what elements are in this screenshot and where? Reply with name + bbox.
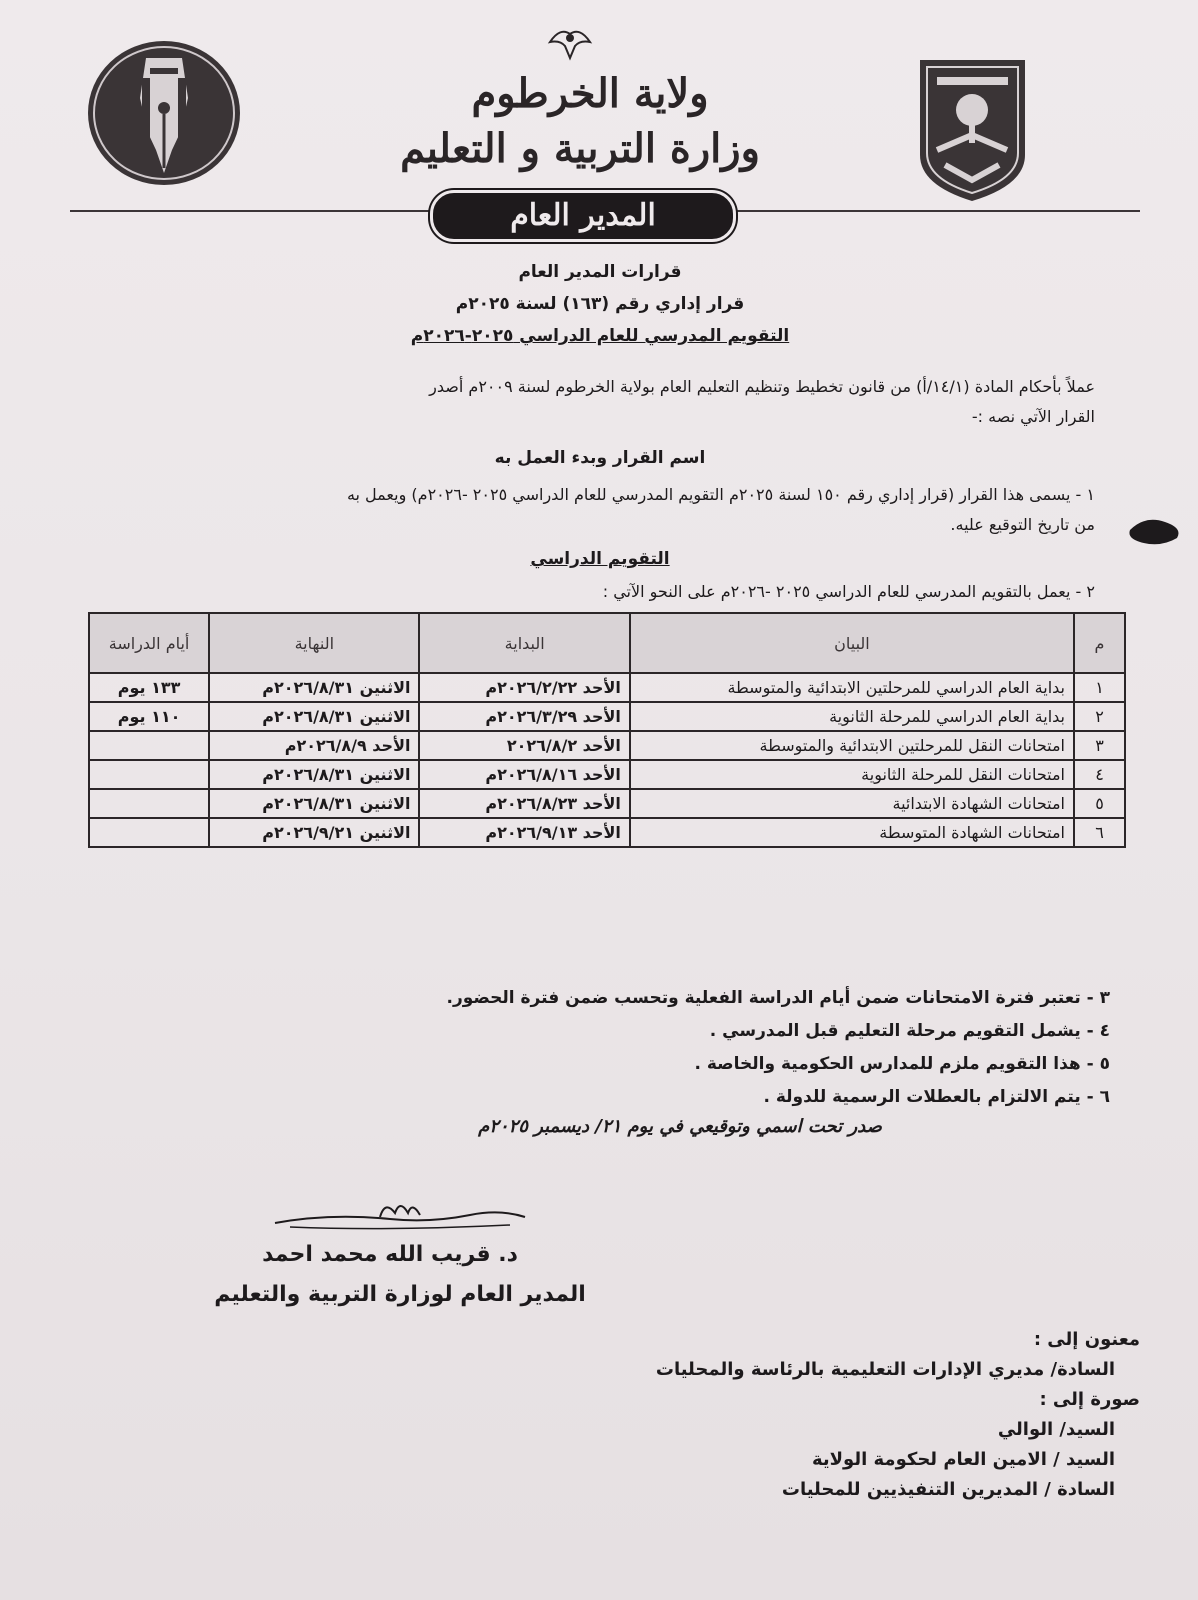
row-days xyxy=(89,731,209,760)
row-end: الاثنين ٢٠٢٦/٨/٣١م xyxy=(209,673,419,702)
to-item: السادة/ مديري الإدارات التعليمية بالرئاسة والمحليات xyxy=(655,1359,1115,1380)
row-num: ٢ xyxy=(1074,702,1125,731)
header-desc: البيان xyxy=(630,613,1074,673)
row-days xyxy=(89,760,209,789)
row-days xyxy=(89,789,209,818)
copy-item: السيد / الامين العام لحكومة الولاية xyxy=(811,1449,1115,1470)
clause-5: ٥ - هذا التقويم ملزم للمدارس الحكومية والخاصة . xyxy=(694,1054,1110,1074)
table-row xyxy=(89,731,1125,760)
ministry-name: وزارة التربية و التعليم xyxy=(400,125,760,172)
header-start: البداية xyxy=(419,613,629,673)
clause-1 xyxy=(95,480,1095,540)
row-start: الأحد ٢٠٢٦/٩/١٣م xyxy=(419,818,629,847)
issued-line: صدر تحت اسمي وتوقيعي في يوم ٢١/ ديسمبر ٢٠٢٥م xyxy=(478,1116,882,1137)
row-end: الأحد ٢٠٢٦/٨/٩م xyxy=(209,731,419,760)
row-start: الأحد ٢٠٢٦/٢/٢٢م xyxy=(419,673,629,702)
clause-6: ٦ - يتم الالتزام بالعطلات الرسمية للدولة . xyxy=(763,1087,1110,1107)
section-name-heading: اسم القرار وبدء العمل به xyxy=(494,448,706,468)
decision-subject: التقويم المدرسي للعام الدراسي ٢٠٢٥-٢٠٢٦م xyxy=(410,326,790,346)
row-num: ١ xyxy=(1074,673,1125,702)
decision-category: قرارات المدير العام xyxy=(518,262,682,282)
table-row xyxy=(89,818,1125,847)
row-end: الاثنين ٢٠٢٦/٨/٣١م xyxy=(209,760,419,789)
falcon-crest-icon xyxy=(545,22,595,62)
signatory-name: د. قريب الله محمد احمد xyxy=(262,1242,518,1267)
header-num: م xyxy=(1074,613,1125,673)
table-header-row xyxy=(89,613,1125,673)
clause-1-line-2: من تاريخ التوقيع عليه. xyxy=(950,515,1095,534)
section-calendar-heading: التقويم الدراسي xyxy=(530,549,670,569)
pen-nib-emblem-icon xyxy=(84,38,244,188)
row-num: ٦ xyxy=(1074,818,1125,847)
row-desc: امتحانات النقل للمرحلتين الابتدائية والمتوسطة xyxy=(630,731,1074,760)
distribution-list xyxy=(560,1325,1140,1505)
clauses-list xyxy=(150,982,1110,1114)
header-end: النهاية xyxy=(209,613,419,673)
row-desc: امتحانات النقل للمرحلة الثانوية xyxy=(630,760,1074,789)
calendar-table xyxy=(88,612,1126,848)
row-end: الاثنين ٢٠٢٦/٨/٣١م xyxy=(209,789,419,818)
ink-blot xyxy=(1125,510,1185,550)
row-desc: امتحانات الشهادة المتوسطة xyxy=(630,818,1074,847)
preamble-line-2: القرار الآتي نصه :- xyxy=(971,407,1095,426)
row-days: ١٣٣ يوم xyxy=(89,673,209,702)
header-days: أيام الدراسة xyxy=(89,613,209,673)
row-end: الاثنين ٢٠٢٦/٩/٢١م xyxy=(209,818,419,847)
khartoum-state-emblem-icon xyxy=(915,55,1030,205)
state-name: ولاية الخرطوم xyxy=(471,70,709,117)
row-end: الاثنين ٢٠٢٦/٨/٣١م xyxy=(209,702,419,731)
row-start: الأحد ٢٠٢٦/٨/١٦م xyxy=(419,760,629,789)
copy-label: صورة إلى : xyxy=(1039,1389,1140,1410)
row-num: ٥ xyxy=(1074,789,1125,818)
decision-number: قرار إداري رقم (١٦٣) لسنة ٢٠٢٥م xyxy=(455,294,745,314)
copy-item: السادة / المديرين التنفيذيين للمحليات xyxy=(781,1479,1115,1500)
clause-3: ٣ - تعتبر فترة الامتحانات ضمن أيام الدراسة الفعلية وتحسب ضمن فترة الحضور. xyxy=(446,988,1110,1008)
to-label: معنون إلى : xyxy=(1033,1329,1140,1350)
row-desc: امتحانات الشهادة الابتدائية xyxy=(630,789,1074,818)
clause-2: ٢ - يعمل بالتقويم المدرسي للعام الدراسي ٢٠٢٥ -٢٠٢٦م على النحو الآتي : xyxy=(602,582,1095,601)
clause-4: ٤ - يشمل التقويم مرحلة التعليم قبل المدرسي . xyxy=(709,1021,1110,1041)
signatory-title: المدير العام لوزارة التربية والتعليم xyxy=(214,1282,586,1307)
table-row xyxy=(89,760,1125,789)
row-start: الأحد ٢٠٢٦/٨/٢ xyxy=(419,731,629,760)
office-banner: المدير العام xyxy=(430,190,736,242)
row-days: ١١٠ يوم xyxy=(89,702,209,731)
row-desc: بداية العام الدراسي للمرحلة الثانوية xyxy=(630,702,1074,731)
clause-1-line-1: ١ - يسمى هذا القرار (قرار إداري رقم ١٥٠ لسنة ٢٠٢٥م التقويم المدرسي للعام الدراسي ٢٠٢٥ -٢٠٢٦م) ويعمل به xyxy=(346,485,1095,504)
row-desc: بداية العام الدراسي للمرحلتين الابتدائية والمتوسطة xyxy=(630,673,1074,702)
preamble-line-1: عملاً بأحكام المادة (١٤/١/أ) من قانون تخطيط وتنظيم التعليم العام بولاية الخرطوم لسنة ٢٠٠٩م أصدر xyxy=(429,377,1095,396)
signature-icon xyxy=(270,1195,530,1235)
table-row xyxy=(89,673,1125,702)
row-days xyxy=(89,818,209,847)
table-row xyxy=(89,789,1125,818)
table-row xyxy=(89,702,1125,731)
preamble xyxy=(95,372,1095,432)
row-num: ٤ xyxy=(1074,760,1125,789)
row-num: ٣ xyxy=(1074,731,1125,760)
copy-item: السيد/ الوالي xyxy=(997,1419,1115,1440)
row-start: الأحد ٢٠٢٦/٣/٢٩م xyxy=(419,702,629,731)
row-start: الأحد ٢٠٢٦/٨/٢٣م xyxy=(419,789,629,818)
